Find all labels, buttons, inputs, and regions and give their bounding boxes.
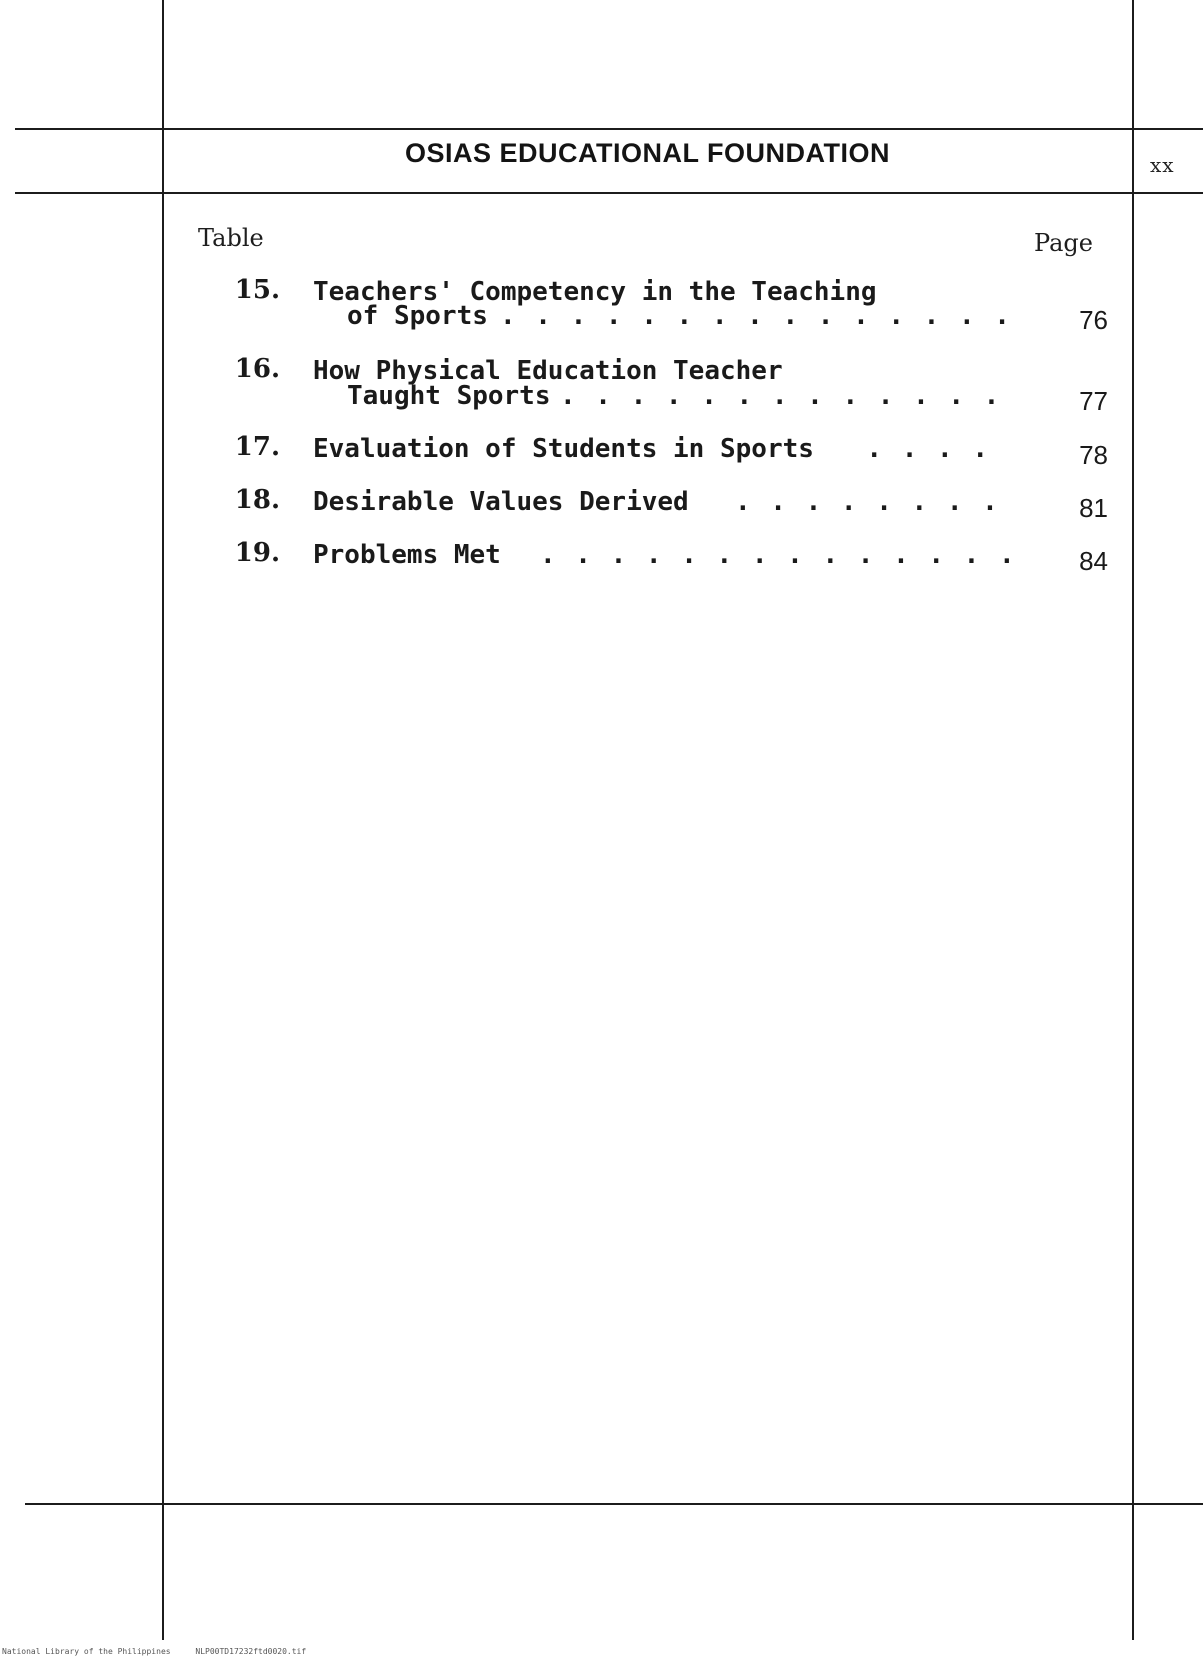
dot-leader: . . . . . . . . . . . . . .	[540, 540, 1017, 570]
dot-leader: . . . . . . . .	[735, 487, 1000, 517]
entry-page-number: 84	[1079, 546, 1108, 576]
entry-title-continuation: Taught Sports	[347, 381, 551, 411]
entry-page-number: 78	[1079, 440, 1108, 470]
column-header-table: Table	[198, 224, 264, 252]
entry-title-continuation: of Sports	[347, 301, 488, 331]
footer-file: NLP00TD17232ftd0020.tif	[195, 1647, 307, 1656]
entry-title: How Physical Education Teacher	[313, 356, 783, 386]
column-header-page: Page	[1034, 229, 1093, 257]
dot-leader: . . . .	[866, 434, 990, 464]
entry-number: 18.	[234, 485, 280, 515]
entry-page-number: 76	[1079, 305, 1108, 335]
dot-leader: . . . . . . . . . . . . .	[560, 381, 1002, 411]
dot-leader: . . . . . . . . . . . . . . .	[500, 301, 1012, 331]
entry-number: 15.	[234, 275, 280, 305]
footer-library: National Library of the Philippines	[2, 1647, 171, 1656]
letterhead-title: OSIAS EDUCATIONAL FOUNDATION	[405, 138, 890, 168]
page-number: xx	[1150, 153, 1175, 177]
entry-number: 16.	[234, 354, 280, 384]
entry-number: 17.	[234, 432, 280, 462]
entry-title: Problems Met	[313, 540, 501, 570]
entry-page-number: 77	[1079, 386, 1108, 416]
entry-number: 19.	[234, 538, 280, 568]
entry-title: Desirable Values Derived	[313, 487, 689, 517]
entry-page-number: 81	[1079, 493, 1108, 523]
entry-title: Evaluation of Students in Sports	[313, 434, 814, 464]
scan-footer	[2, 1647, 326, 1656]
entry-title: Teachers' Competency in the Teaching	[313, 277, 877, 307]
